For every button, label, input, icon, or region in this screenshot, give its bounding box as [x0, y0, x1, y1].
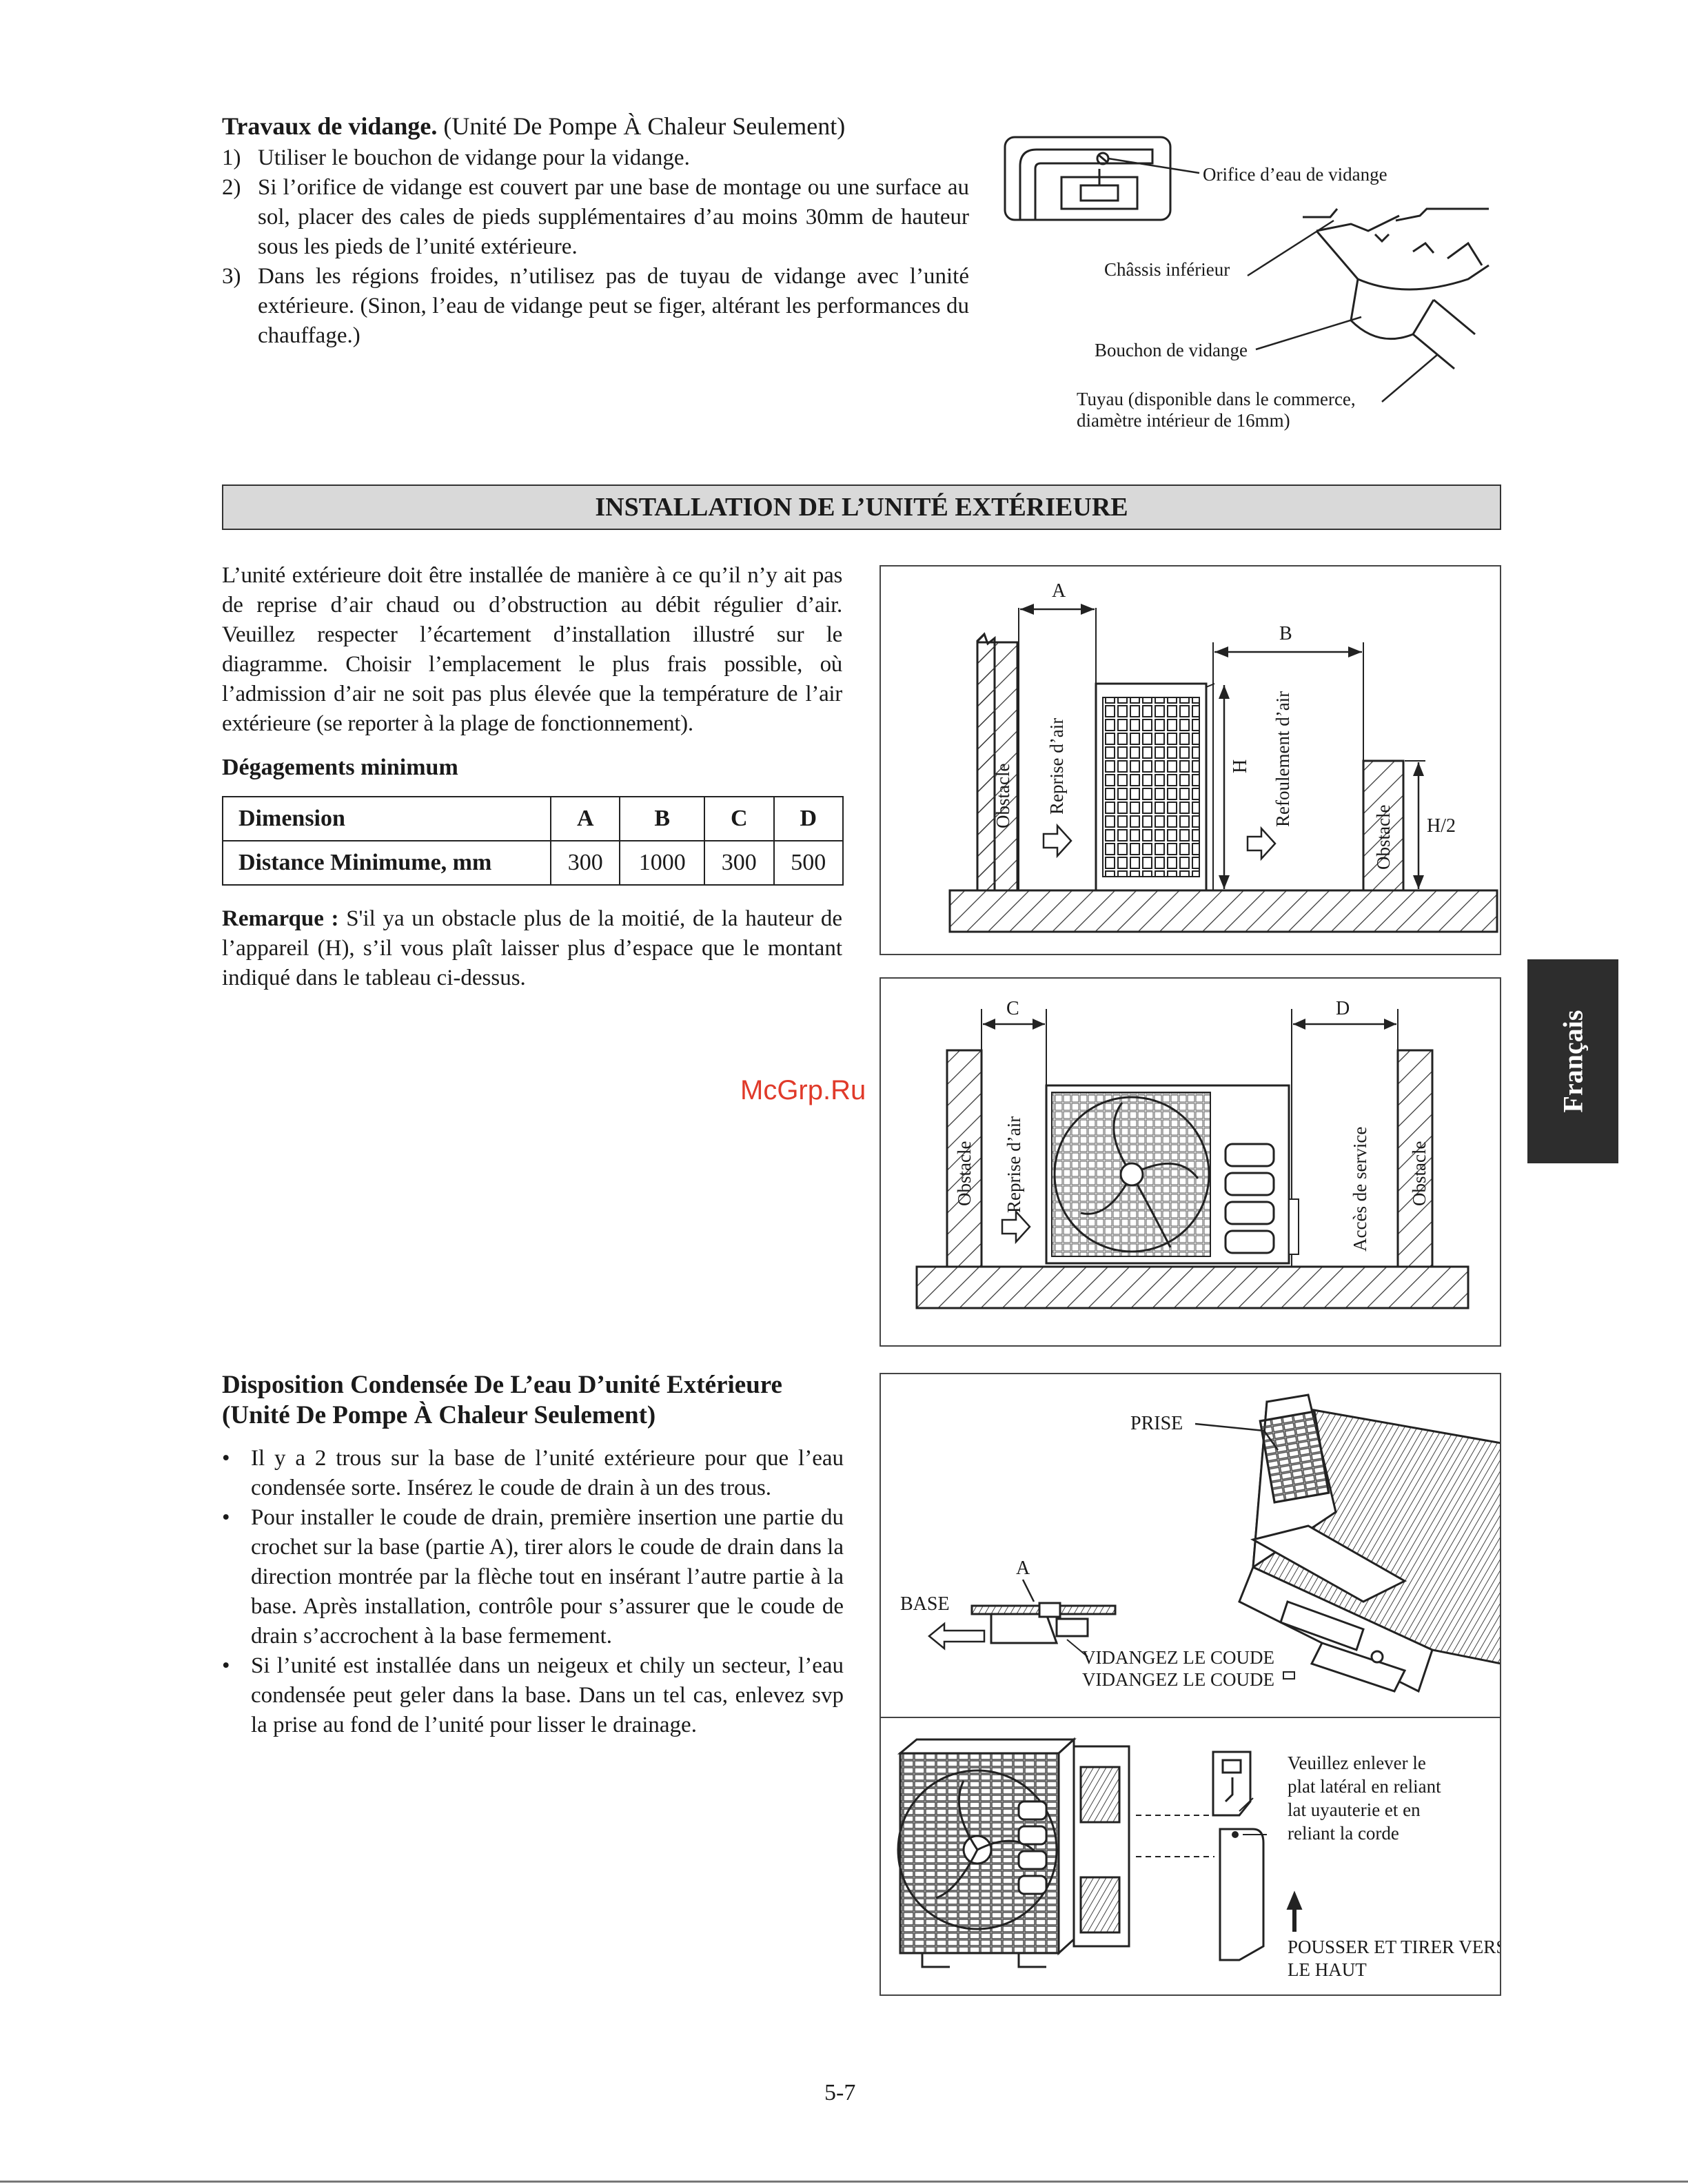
label-obstacle-right: Obstacle — [1409, 1141, 1430, 1206]
label-base: BASE — [900, 1593, 950, 1615]
table-cell: 300 — [704, 841, 773, 885]
table-cell: 300 — [551, 841, 620, 885]
table-header-cell: B — [620, 797, 704, 841]
dim-b-label: B — [1279, 623, 1292, 644]
table-header-cell: A — [551, 797, 620, 841]
label-tuyau-1: Tuyau (disponible dans le commerce, — [1077, 389, 1356, 409]
section-title: INSTALLATION DE L’UNITÉ EXTÉRIEURE — [222, 484, 1501, 530]
outdoor-unit-front — [1046, 1085, 1299, 1263]
label-obstacle-left: Obstacle — [993, 763, 1013, 828]
note-line-4: reliant la corde — [1288, 1823, 1399, 1844]
condensate-bullets — [222, 1444, 844, 1740]
label-tuyau-2: diamètre intérieur de 16mm) — [1077, 410, 1290, 431]
table-cell: 1000 — [620, 841, 704, 885]
label-obstacle-right: Obstacle — [1373, 804, 1394, 870]
label-vidangez-1: VIDANGEZ LE COUDE — [1082, 1647, 1274, 1668]
remark-text: S'il ya un obstacle plus de la moitié, de la hauteur de l’appareil (H), s’il vous plaît laisser plus d’espace que le montant indiqué dans le tableau ci-dessus. — [222, 906, 842, 990]
side-panel-drawing — [1213, 1752, 1263, 1960]
table-cell: Distance Minimume, mm — [223, 841, 551, 885]
page-number: 5-7 — [824, 2080, 856, 2105]
label-orifice: Orifice d’eau de vidange — [1203, 164, 1387, 185]
chassis-drawing — [1303, 209, 1489, 369]
drain-elbow-small-icon — [1283, 1672, 1294, 1679]
tilted-unit-drawing — [1239, 1395, 1500, 1691]
dim-c-label: C — [1006, 998, 1019, 1019]
drain-step: 1) Utiliser le bouchon de vidange pour la vidange. — [222, 145, 690, 170]
condensate-title — [222, 1370, 782, 1431]
clearance-diagram-front — [879, 977, 1501, 1347]
watermark: McGrp.Ru — [740, 1075, 866, 1105]
label-obstacle-left: Obstacle — [954, 1141, 975, 1206]
bottom-rule — [0, 2181, 1688, 2183]
table-row — [223, 797, 843, 841]
label-bouchon: Bouchon de vidange — [1095, 340, 1248, 360]
label-prise: PRISE — [1130, 1413, 1183, 1434]
table-header-cell: C — [704, 797, 773, 841]
label-reprise: Reprise d’air — [1046, 717, 1067, 815]
arrow-intake-icon — [1002, 1212, 1030, 1242]
condensate-title-line2: (Unité De Pompe À Chaleur Seulement) — [222, 1401, 656, 1429]
clearance-title: Dégagements minimum — [222, 755, 458, 780]
ground — [917, 1267, 1468, 1308]
outdoor-unit-side-panel-drawing — [898, 1739, 1129, 1967]
label-vidangez-2: VIDANGEZ LE COUDE — [1082, 1669, 1274, 1690]
label-refoulement: Refoulement d’air — [1272, 691, 1293, 827]
table-header-cell: Dimension — [223, 797, 551, 841]
ground — [950, 890, 1497, 932]
note-line-3: lat uyauterie et en — [1288, 1799, 1421, 1820]
drain-heading — [222, 112, 973, 141]
remark-label: Remarque : — [222, 906, 339, 931]
language-tab — [1527, 959, 1618, 1163]
drain-hole-inset — [1005, 137, 1170, 220]
label-acces: Accès de service — [1350, 1126, 1370, 1252]
label-chassis: Châssis inférieur — [1104, 259, 1230, 280]
table-row — [223, 841, 843, 885]
note-line-1: Veuillez enlever le — [1288, 1753, 1426, 1773]
table-cell: 500 — [774, 841, 843, 885]
clearance-table — [222, 796, 844, 886]
push-line-2: LE HAUT — [1288, 1959, 1367, 1980]
drain-steps — [222, 143, 969, 351]
drain-subtitle: (Unité De Pompe À Chaleur Seulement) — [437, 112, 846, 140]
install-paragraph: L’unité extérieure doit être installée de manière à ce qu’il n’y ait pas de reprise d’air chaud ou d’obstruction au débit régulier d’air. Veuillez respecter l’écartement d’installation illustré sur le diagramme. Choisir l’emplacement le plus frais possible, où l’admission d’air ne soit pas plus élevée que la température de l’air extérieure (se reporter à la plage de fonctionnement). — [222, 563, 842, 736]
drain-elbow-drawing — [972, 1603, 1115, 1643]
dim-a-label: A — [1052, 580, 1066, 602]
drain-step: 3) Dans les régions froides, n’utilisez pas de tuyau de vidange avec l’unité extérieure. (Sinon, l’eau de vidange peut se figer, altérant les performances du chauffage.) — [222, 264, 969, 348]
table-header-cell: D — [774, 797, 843, 841]
arrow-discharge-icon — [1248, 828, 1275, 859]
arrow-left-icon — [929, 1624, 984, 1649]
condensate-title-line1: Disposition Condensée De L’eau D’unité Extérieure — [222, 1371, 782, 1399]
condensate-figure — [879, 1373, 1501, 1996]
label-a: A — [1016, 1558, 1030, 1579]
remark — [222, 904, 842, 993]
note-line-2: plat latéral en reliant — [1288, 1776, 1441, 1797]
list-item: • Si l’unité est installée dans un neigeux et chily un secteur, l’eau condensée peut geler dans la base. Dans un tel cas, enlevez svp la prise au fond de l’unité pour lisser le drainage. — [222, 1653, 844, 1737]
dim-d-label: D — [1336, 998, 1350, 1019]
clearance-diagram-side — [879, 565, 1501, 955]
dim-h-label: H — [1230, 759, 1251, 773]
drain-step: 2) Si l’orifice de vidange est couvert par une base de montage ou une surface au sol, placer des cales de pieds supplémentaires d’au moins 30mm de hauteur sous les pieds de l’unité extérieure. — [222, 175, 969, 259]
arrow-up-icon — [1288, 1892, 1301, 1931]
push-line-1: POUSSER ET TIRER VERS — [1288, 1937, 1500, 1957]
label-reprise: Reprise d’air — [1004, 1116, 1024, 1213]
arrow-intake-icon — [1044, 826, 1071, 856]
drain-figure — [993, 127, 1503, 445]
drain-title: Travaux de vidange. — [222, 112, 438, 140]
dim-h2-label: H/2 — [1427, 815, 1456, 837]
language-tab-label: Français — [1557, 1010, 1589, 1113]
list-item: • Pour installer le coude de drain, première insertion une partie du crochet sur la base (partie A), tirer alors le coude de drain dans la direction montrée par la flèche tout en insérant l’autre partie à la base. Après installation, contrôle pour s’assurer que le coude de drain s’accrochent à la base fermement. — [222, 1505, 844, 1649]
outdoor-unit-side — [1096, 684, 1214, 890]
list-item: • Il y a 2 trous sur la base de l’unité extérieure pour que l’eau condensée sorte. Insérez le coude de drain à un des trous. — [222, 1446, 844, 1500]
